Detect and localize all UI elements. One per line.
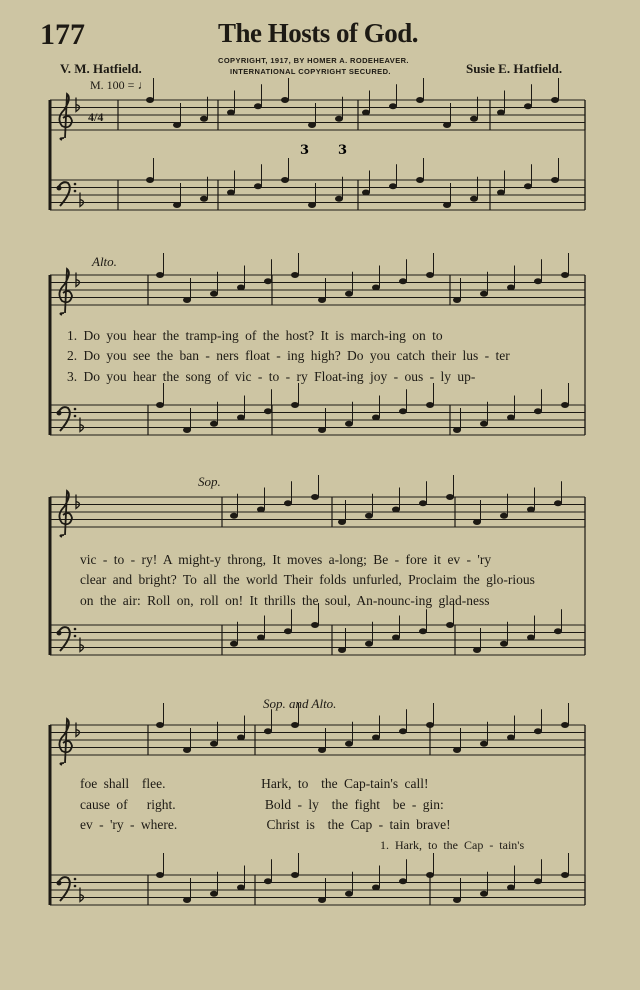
note-head — [426, 272, 434, 278]
note-head — [446, 494, 454, 500]
tempo-marking: M. 100 = ♩ — [90, 78, 150, 92]
bass-clef-dot — [74, 628, 77, 631]
part-label: Sop. and Alto. — [263, 696, 337, 711]
note-head — [362, 190, 370, 196]
note-head — [291, 272, 299, 278]
note-head — [416, 97, 424, 103]
note-head — [311, 622, 319, 628]
note-head — [146, 177, 154, 183]
note-head — [146, 97, 154, 103]
lyric-line: ev - 'ry - where. Christ is the Cap - tain brave! — [80, 817, 451, 832]
note-head — [173, 122, 181, 128]
part-label: Alto. — [92, 254, 117, 269]
note-head — [237, 415, 245, 421]
note-head — [561, 722, 569, 728]
note-head — [291, 722, 299, 728]
note-head — [281, 97, 289, 103]
note-head — [507, 285, 515, 291]
note-head — [399, 878, 407, 884]
note-head — [470, 116, 478, 122]
note-head — [524, 103, 532, 109]
note-head — [443, 122, 451, 128]
note-head — [237, 735, 245, 741]
note-head — [372, 885, 380, 891]
lyric-line: foe shall flee. Hark, to the Cap-tain's call! — [80, 776, 429, 791]
note-head — [419, 500, 427, 506]
note-head — [419, 628, 427, 634]
note-head — [453, 747, 461, 753]
hymn-title: The Hosts of God. — [218, 18, 419, 48]
copyright-line: INTERNATIONAL COPYRIGHT SECURED. — [230, 67, 391, 76]
note-head — [473, 519, 481, 525]
author: Susie E. Hatfield. — [466, 61, 563, 76]
note-head — [507, 885, 515, 891]
note-head — [443, 202, 451, 208]
note-head — [426, 402, 434, 408]
note-head — [561, 272, 569, 278]
note-head — [284, 628, 292, 634]
note-head — [291, 402, 299, 408]
note-head — [551, 97, 559, 103]
note-head — [453, 897, 461, 903]
note-head — [156, 402, 164, 408]
note-head — [534, 278, 542, 284]
note-head — [527, 635, 535, 641]
bass-clef-dot — [57, 881, 62, 886]
note-head — [237, 285, 245, 291]
note-head — [227, 190, 235, 196]
note-head — [497, 110, 505, 116]
lyric-line: 2. Do you see the ban - ners float - ing high? Do you catch their lus - ter — [67, 348, 510, 363]
lyric-line: 1. Hark, to the Cap - tain's — [380, 838, 525, 852]
note-head — [389, 103, 397, 109]
note-head — [561, 402, 569, 408]
note-head — [527, 507, 535, 513]
note-head — [338, 647, 346, 653]
note-head — [392, 507, 400, 513]
treble-clef — [59, 491, 72, 537]
bass-clef-dot — [74, 415, 77, 418]
note-head — [426, 722, 434, 728]
note-head — [500, 513, 508, 519]
note-head — [561, 872, 569, 878]
bass-clef-dot — [74, 408, 77, 411]
note-head — [308, 202, 316, 208]
bass-clef-dot — [74, 190, 77, 193]
note-head — [480, 891, 488, 897]
note-head — [362, 110, 370, 116]
note-head — [470, 196, 478, 202]
note-head — [534, 408, 542, 414]
note-head — [210, 891, 218, 897]
copyright-line: COPYRIGHT, 1917, BY HOMER A. RODEHEAVER. — [218, 56, 409, 65]
note-head — [365, 641, 373, 647]
note-head — [507, 735, 515, 741]
note-head — [173, 202, 181, 208]
note-head — [264, 278, 272, 284]
note-head — [281, 177, 289, 183]
note-head — [338, 519, 346, 525]
note-head — [399, 278, 407, 284]
note-head — [210, 741, 218, 747]
note-head — [264, 408, 272, 414]
note-head — [156, 272, 164, 278]
note-head — [524, 183, 532, 189]
note-head — [453, 297, 461, 303]
note-head — [291, 872, 299, 878]
note-head — [365, 513, 373, 519]
part-label: Sop. — [198, 474, 221, 489]
note-head — [551, 177, 559, 183]
bass-clef-dot — [74, 183, 77, 186]
treble-clef — [59, 94, 72, 140]
note-head — [554, 628, 562, 634]
note-head — [227, 110, 235, 116]
note-head — [318, 747, 326, 753]
note-head — [264, 728, 272, 734]
note-head — [254, 183, 262, 189]
triplet-mark: 3 — [300, 143, 310, 158]
note-head — [399, 728, 407, 734]
note-head — [500, 641, 508, 647]
time-signature: 4/4 — [88, 110, 104, 124]
note-head — [318, 897, 326, 903]
note-head — [372, 735, 380, 741]
note-head — [446, 622, 454, 628]
note-head — [507, 415, 515, 421]
note-head — [372, 285, 380, 291]
bass-clef-dot — [74, 635, 77, 638]
bass-clef-dot — [74, 885, 77, 888]
note-head — [480, 291, 488, 297]
note-head — [156, 872, 164, 878]
bass-clef-dot — [57, 631, 62, 636]
note-head — [480, 741, 488, 747]
note-head — [554, 500, 562, 506]
composer: V. M. Hatfield. — [60, 61, 142, 76]
note-head — [345, 291, 353, 297]
bass-clef-dot — [57, 186, 62, 191]
hymn-number: 177 — [40, 18, 85, 51]
note-head — [345, 421, 353, 427]
note-head — [399, 408, 407, 414]
treble-clef — [59, 719, 72, 765]
triplet-mark: 3 — [338, 143, 348, 158]
note-head — [534, 878, 542, 884]
note-head — [311, 494, 319, 500]
note-head — [473, 647, 481, 653]
note-head — [200, 196, 208, 202]
note-head — [254, 103, 262, 109]
note-head — [210, 421, 218, 427]
note-head — [318, 297, 326, 303]
note-head — [453, 427, 461, 433]
note-head — [480, 421, 488, 427]
lyric-line: vic - to - ry! A might-y throng, It moves a-long; Be - fore it ev - 'ry — [80, 552, 492, 567]
note-head — [416, 177, 424, 183]
lyric-line: cause of right. Bold - ly the fight be - gin: — [80, 797, 444, 812]
note-head — [230, 513, 238, 519]
lyric-line: clear and bright? To all the world Their folds unfurled, Proclaim the glo-rious — [80, 572, 535, 587]
lyric-line: 3. Do you hear the song of vic - to - ry Float-ing joy - ous - ly up- — [67, 369, 476, 384]
note-head — [318, 427, 326, 433]
note-head — [534, 728, 542, 734]
lyric-line: on the air: Roll on, roll on! It thrills the soul, An-nounc-ing glad-ness — [80, 593, 490, 608]
note-head — [237, 885, 245, 891]
note-head — [335, 196, 343, 202]
note-head — [257, 507, 265, 513]
note-head — [183, 297, 191, 303]
note-head — [335, 116, 343, 122]
note-head — [389, 183, 397, 189]
bass-clef-dot — [57, 411, 62, 416]
note-head — [345, 891, 353, 897]
note-head — [200, 116, 208, 122]
treble-clef — [59, 269, 72, 315]
note-head — [183, 427, 191, 433]
bass-clef-dot — [74, 878, 77, 881]
note-head — [156, 722, 164, 728]
note-head — [345, 741, 353, 747]
lyric-line: 1. Do you hear the tramp-ing of the host? It is march-ing on to — [67, 328, 443, 343]
note-head — [497, 190, 505, 196]
note-head — [308, 122, 316, 128]
note-head — [183, 747, 191, 753]
note-head — [284, 500, 292, 506]
note-head — [257, 635, 265, 641]
note-head — [392, 635, 400, 641]
note-head — [183, 897, 191, 903]
note-head — [264, 878, 272, 884]
note-head — [210, 291, 218, 297]
note-head — [372, 415, 380, 421]
note-head — [426, 872, 434, 878]
note-head — [230, 641, 238, 647]
